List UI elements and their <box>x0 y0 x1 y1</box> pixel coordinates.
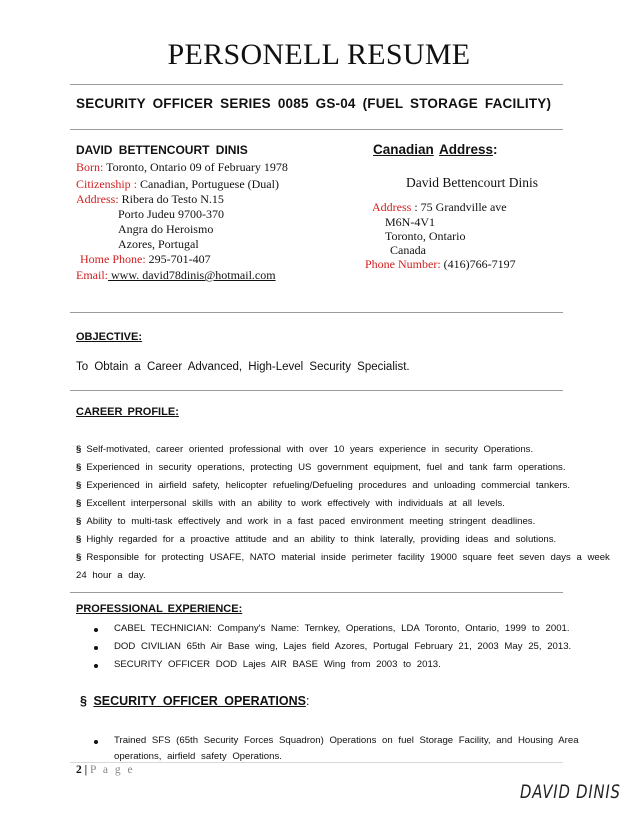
experience-heading-text: PROFESSIONAL EXPERIENCE <box>76 603 239 615</box>
page-separator: | <box>81 764 91 776</box>
page-footer <box>76 764 135 776</box>
address-row <box>76 192 224 207</box>
born-row <box>76 160 288 175</box>
heading-colon: : <box>493 142 498 157</box>
address-line: Angra do Heroismo <box>118 222 214 236</box>
list-item: SECURITY OFFICER DOD Lajes AIR BASE Wing from 2003 to 2013. <box>114 659 441 670</box>
objective-heading <box>76 331 142 343</box>
email-link[interactable]: www. david78dinis@hotmail.com <box>108 268 276 282</box>
canadian-name: David Bettencourt Dinis <box>406 175 538 190</box>
bullet-icon <box>94 628 98 632</box>
operations-heading <box>80 694 309 708</box>
citizenship-value: Canadian, Portuguese (Dual) <box>137 177 279 191</box>
list-item-continuation: 24 hour a day. <box>76 570 146 581</box>
applicant-name: DAVID BETTENCOURT DINIS <box>76 143 248 157</box>
address-line: Ribera do Testo N.15 <box>121 192 224 206</box>
phone-number-value: (416)766-7197 <box>440 257 516 271</box>
section-marker-icon: § <box>76 516 82 527</box>
address-line: Porto Judeu 9700-370 <box>118 207 224 221</box>
heading-colon: : <box>138 331 143 343</box>
page-number: 2 <box>76 764 82 776</box>
email-label: Email: <box>76 268 108 282</box>
canadian-address-label: Address <box>372 200 412 214</box>
page-title: PERSONELL RESUME <box>167 38 471 71</box>
list-item: § Responsible for protecting USAFE, NATO material inside perimeter facility 19000 square feet seven days a week <box>76 552 610 563</box>
canadian-address-line: : 75 Grandville ave <box>411 200 507 214</box>
bullet-icon <box>94 664 98 668</box>
section-marker-icon: § <box>76 498 82 509</box>
list-item: § Highly regarded for a proactive attitude and an ability to think laterally, providing ideas and solutions. <box>76 534 557 545</box>
phone-number-row <box>365 257 516 272</box>
list-item: § Self-motivated, career oriented professional with over 10 years experience in security Operations. <box>76 444 534 455</box>
career-profile-heading <box>76 406 179 418</box>
email-row <box>76 268 276 283</box>
list-item-continuation: operations, airfield safety Operations. <box>114 751 282 762</box>
born-value: Toronto, Ontario 09 of February 1978 <box>103 160 288 174</box>
home-phone-label: Home Phone: <box>80 252 146 266</box>
address-line: Azores, Portugal <box>118 237 199 251</box>
citizenship-row <box>76 177 279 192</box>
canadian-heading-word: Canadian <box>373 142 434 157</box>
objective-heading-text: OBJECTIVE <box>76 331 139 343</box>
section-marker-icon: § <box>76 462 82 473</box>
list-item: § Experienced in security operations, protecting US government equipment, fuel and tank farm operations. <box>76 462 566 473</box>
canadian-address-heading <box>373 142 498 157</box>
section-marker-icon: § <box>76 552 82 563</box>
address-label: Address: <box>76 192 119 206</box>
home-phone-value: 295-701-407 <box>145 252 211 266</box>
list-item: Trained SFS (65th Security Forces Squadron) Operations on fuel Storage Facility, and Housing Area <box>114 735 579 746</box>
bullet-icon <box>94 646 98 650</box>
divider <box>70 84 563 85</box>
canadian-address-line: M6N-4V1 <box>385 215 435 229</box>
operations-heading-text: SECURITY OFFICER OPERATIONS <box>93 694 306 708</box>
born-label: Born: <box>76 160 104 174</box>
experience-heading <box>76 603 242 615</box>
canadian-address-row <box>372 200 507 215</box>
position-subtitle: SECURITY OFFICER SERIES 0085 GS-04 (FUEL STORAGE FACILITY) <box>76 96 552 111</box>
phone-number-label: Phone Number: <box>365 257 441 271</box>
heading-colon: : <box>175 406 179 418</box>
citizenship-label: Citizenship : <box>76 177 137 191</box>
bullet-icon <box>94 740 98 744</box>
list-item: CABEL TECHNICIAN: Company's Name: Ternkey, Operations, LDA Toronto, Ontario, 1999 to 2001. <box>114 623 570 634</box>
home-phone-row <box>80 252 211 267</box>
career-profile-heading-text: CAREER PROFILE <box>76 406 176 418</box>
objective-text: To Obtain a Career Advanced, High-Level Security Specialist. <box>76 361 410 373</box>
canadian-address-line: Canada <box>390 243 426 257</box>
section-marker-icon: § <box>80 694 87 708</box>
list-item: DOD CIVILIAN 65th Air Base wing, Lajes field Azores, Portugal February 21, 2003 May 25, 2013. <box>114 641 572 652</box>
section-marker-icon: § <box>76 534 82 545</box>
list-item: § Excellent interpersonal skills with an ability to work effectively with individuals at all levels. <box>76 498 505 509</box>
divider <box>70 129 563 130</box>
signature: DAVID DINIS <box>520 781 621 803</box>
page-word: P a g e <box>90 764 135 776</box>
divider <box>70 592 563 593</box>
section-marker-icon: § <box>76 480 82 491</box>
divider <box>70 390 563 391</box>
list-item: § Ability to multi-task effectively and work in a fast paced environment meeting stringent deadlines. <box>76 516 536 527</box>
section-marker-icon: § <box>76 444 82 455</box>
list-item: § Experienced in airfield safety, helicopter refueling/Defueling procedures and unloading commercial tankers. <box>76 480 570 491</box>
heading-colon: : <box>238 603 243 615</box>
heading-colon: : <box>305 694 310 708</box>
footer-divider <box>70 762 563 763</box>
address-heading-word: Address <box>439 142 494 157</box>
canadian-address-line: Toronto, Ontario <box>385 229 466 243</box>
divider <box>70 312 563 313</box>
